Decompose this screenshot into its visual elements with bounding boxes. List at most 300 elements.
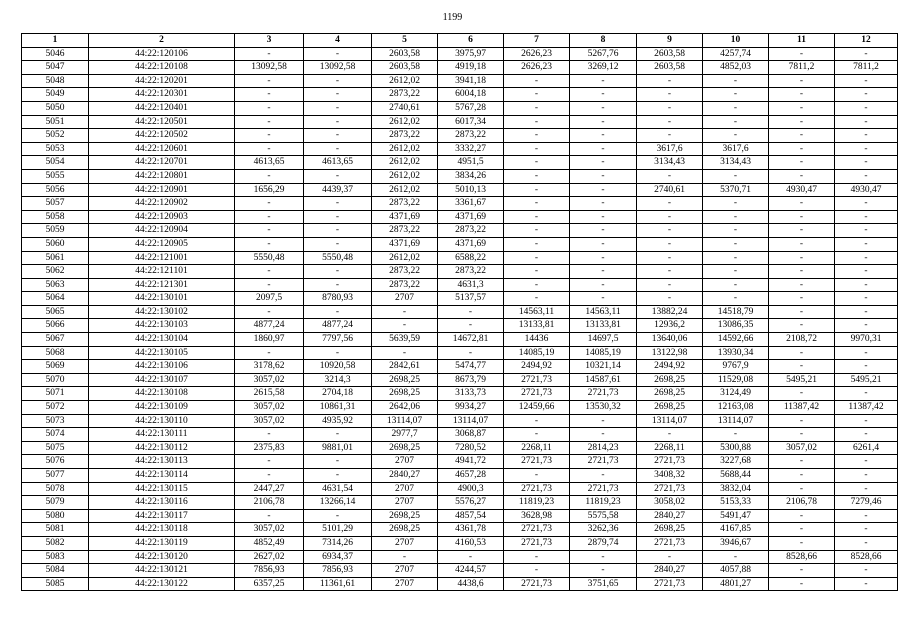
table-row: [22, 387, 898, 401]
table-cell: 5046: [22, 47, 89, 61]
table-cell: 4877,24: [304, 319, 372, 333]
table-cell: -: [504, 278, 570, 292]
table-cell: 14563,11: [570, 305, 637, 319]
table-cell: -: [703, 251, 769, 265]
table-cell: -: [570, 550, 637, 564]
table-cell: -: [304, 278, 372, 292]
table-cell: 13133,81: [570, 319, 637, 333]
table-cell: 44:22:120901: [89, 183, 235, 197]
table-cell: 2612,02: [372, 183, 438, 197]
table-cell: 10920,58: [304, 360, 372, 374]
table-cell: -: [504, 292, 570, 306]
table-cell: 44:22:130116: [89, 496, 235, 510]
table-cell: -: [703, 197, 769, 211]
table-cell: 3057,02: [235, 401, 304, 415]
table-cell: 2698,25: [637, 523, 703, 537]
table-cell: 2108,72: [769, 333, 835, 347]
table-cell: 2707: [372, 482, 438, 496]
table-cell: -: [570, 210, 637, 224]
table-cell: -: [703, 428, 769, 442]
table-cell: -: [703, 278, 769, 292]
table-row: [22, 441, 898, 455]
table-cell: -: [504, 183, 570, 197]
table-cell: 5081: [22, 523, 89, 537]
table-cell: 14436: [504, 333, 570, 347]
table-cell: 5070: [22, 373, 89, 387]
table-cell: 2721,73: [504, 373, 570, 387]
table-cell: 2615,58: [235, 387, 304, 401]
table-cell: 4244,57: [438, 564, 504, 578]
table-cell: -: [835, 387, 898, 401]
table-cell: 44:22:120902: [89, 197, 235, 211]
table-cell: -: [637, 129, 703, 143]
table-cell: 44:22:120601: [89, 142, 235, 156]
table-cell: -: [835, 414, 898, 428]
table-cell: 2740,61: [637, 183, 703, 197]
table-row: [22, 333, 898, 347]
table-cell: 44:22:130106: [89, 360, 235, 374]
table-cell: -: [769, 482, 835, 496]
table-cell: 44:22:130104: [89, 333, 235, 347]
table-cell: -: [504, 156, 570, 170]
table-cell: -: [570, 129, 637, 143]
table-cell: 5080: [22, 509, 89, 523]
table-cell: 44:22:120501: [89, 115, 235, 129]
table-cell: 44:22:120502: [89, 129, 235, 143]
table-cell: -: [304, 428, 372, 442]
table-cell: -: [304, 74, 372, 88]
table-row: [22, 414, 898, 428]
table-cell: 44:22:120401: [89, 101, 235, 115]
table-cell: 5491,47: [703, 509, 769, 523]
table-cell: 2721,73: [637, 577, 703, 591]
table-cell: 13122,98: [637, 346, 703, 360]
table-cell: 2268,11: [637, 441, 703, 455]
table-cell: -: [637, 237, 703, 251]
table-cell: 2721,73: [570, 455, 637, 469]
table-row: [22, 469, 898, 483]
table-cell: 7856,93: [235, 564, 304, 578]
table-cell: -: [235, 224, 304, 238]
table-row: [22, 305, 898, 319]
table-cell: 44:22:130112: [89, 441, 235, 455]
table-cell: -: [570, 265, 637, 279]
table-cell: -: [570, 278, 637, 292]
table-cell: 13530,32: [570, 401, 637, 415]
table-cell: 5077: [22, 469, 89, 483]
table-cell: -: [703, 210, 769, 224]
table-cell: 5085: [22, 577, 89, 591]
table-row: [22, 224, 898, 238]
table-cell: 2879,74: [570, 536, 637, 550]
table-cell: 14085,19: [570, 346, 637, 360]
table-cell: 7279,46: [835, 496, 898, 510]
table-cell: 3617,6: [637, 142, 703, 156]
table-cell: -: [769, 197, 835, 211]
table-cell: -: [703, 101, 769, 115]
table-cell: -: [235, 455, 304, 469]
table-cell: -: [769, 455, 835, 469]
table-row: [22, 346, 898, 360]
table-cell: 11819,23: [504, 496, 570, 510]
table-cell: 5052: [22, 129, 89, 143]
table-cell: 4801,27: [703, 577, 769, 591]
table-cell: 3124,49: [703, 387, 769, 401]
table-cell: -: [504, 414, 570, 428]
table-cell: 44:22:130101: [89, 292, 235, 306]
table-cell: 2106,78: [235, 496, 304, 510]
table-cell: -: [504, 251, 570, 265]
table-cell: 14697,5: [570, 333, 637, 347]
table-cell: 2698,25: [637, 387, 703, 401]
table-cell: 44:22:130122: [89, 577, 235, 591]
table-cell: -: [769, 278, 835, 292]
table-cell: -: [703, 115, 769, 129]
table-cell: -: [703, 224, 769, 238]
table-row: [22, 265, 898, 279]
table-cell: -: [835, 265, 898, 279]
table-cell: 4371,69: [372, 237, 438, 251]
table-cell: -: [570, 469, 637, 483]
table-cell: 5495,21: [835, 373, 898, 387]
table-cell: -: [769, 305, 835, 319]
table-cell: 5267,76: [570, 47, 637, 61]
table-cell: 5063: [22, 278, 89, 292]
table-cell: -: [703, 237, 769, 251]
table-cell: -: [769, 115, 835, 129]
table-cell: -: [637, 169, 703, 183]
table-cell: 12459,66: [504, 401, 570, 415]
table-cell: 2603,58: [372, 61, 438, 75]
table-cell: 7314,26: [304, 536, 372, 550]
table-cell: 4371,69: [438, 210, 504, 224]
table-cell: 14518,79: [703, 305, 769, 319]
table-cell: 44:22:121001: [89, 251, 235, 265]
table-cell: -: [570, 169, 637, 183]
table-cell: -: [504, 169, 570, 183]
table-cell: 3617,6: [703, 142, 769, 156]
table-cell: 44:22:130114: [89, 469, 235, 483]
column-header: 1: [22, 34, 89, 48]
table-cell: -: [835, 455, 898, 469]
table-cell: 2612,02: [372, 74, 438, 88]
table-cell: -: [637, 251, 703, 265]
table-cell: 5550,48: [304, 251, 372, 265]
table-cell: 2642,06: [372, 401, 438, 415]
table-cell: 10861,31: [304, 401, 372, 415]
table-cell: -: [637, 265, 703, 279]
table-cell: 3361,67: [438, 197, 504, 211]
table-cell: 5688,44: [703, 469, 769, 483]
table-cell: -: [438, 305, 504, 319]
table-cell: -: [304, 455, 372, 469]
table-cell: -: [703, 88, 769, 102]
table-cell: 4930,47: [769, 183, 835, 197]
table-cell: 6004,18: [438, 88, 504, 102]
table-cell: 7280,52: [438, 441, 504, 455]
table-cell: -: [637, 210, 703, 224]
table-cell: -: [504, 115, 570, 129]
table-cell: 11387,42: [769, 401, 835, 415]
table-cell: 8528,66: [769, 550, 835, 564]
table-cell: 2698,25: [372, 441, 438, 455]
table-cell: 3332,27: [438, 142, 504, 156]
table-cell: -: [835, 169, 898, 183]
table-cell: 2707: [372, 455, 438, 469]
table-cell: 4613,65: [304, 156, 372, 170]
table-cell: -: [570, 101, 637, 115]
table-cell: -: [637, 224, 703, 238]
table-cell: -: [703, 129, 769, 143]
table-cell: 2603,58: [637, 61, 703, 75]
table-cell: -: [372, 319, 438, 333]
table-cell: -: [769, 74, 835, 88]
table-cell: 13114,07: [372, 414, 438, 428]
table-cell: 5067: [22, 333, 89, 347]
table-cell: 44:22:130103: [89, 319, 235, 333]
table-cell: 44:22:130102: [89, 305, 235, 319]
table-cell: 13086,35: [703, 319, 769, 333]
table-cell: 4057,88: [703, 564, 769, 578]
table-cell: -: [637, 74, 703, 88]
table-cell: 44:22:130120: [89, 550, 235, 564]
table-cell: 4935,92: [304, 414, 372, 428]
table-cell: -: [372, 305, 438, 319]
table-cell: 5370,71: [703, 183, 769, 197]
table-cell: -: [235, 278, 304, 292]
table-cell: 5082: [22, 536, 89, 550]
table-cell: -: [504, 237, 570, 251]
table-cell: 6261,4: [835, 441, 898, 455]
table-cell: 2873,22: [438, 265, 504, 279]
table-cell: 3134,43: [637, 156, 703, 170]
table-cell: -: [637, 88, 703, 102]
table-cell: 5062: [22, 265, 89, 279]
table-cell: 8528,66: [835, 550, 898, 564]
table-cell: 2698,25: [372, 387, 438, 401]
table-cell: 2840,27: [637, 564, 703, 578]
table-cell: 6017,34: [438, 115, 504, 129]
table-cell: 8780,93: [304, 292, 372, 306]
table-row: [22, 156, 898, 170]
table-cell: -: [835, 142, 898, 156]
table-cell: 13114,07: [637, 414, 703, 428]
table-cell: 5068: [22, 346, 89, 360]
table-cell: -: [835, 428, 898, 442]
table-cell: -: [835, 564, 898, 578]
table-cell: -: [570, 292, 637, 306]
table-cell: 7856,93: [304, 564, 372, 578]
table-row: [22, 523, 898, 537]
table-cell: 2977,7: [372, 428, 438, 442]
table-cell: 10321,14: [570, 360, 637, 374]
table-cell: 5069: [22, 360, 89, 374]
table-cell: 2840,27: [637, 509, 703, 523]
table-cell: -: [304, 47, 372, 61]
table-cell: -: [835, 469, 898, 483]
table-cell: 2707: [372, 577, 438, 591]
table-cell: -: [769, 47, 835, 61]
table-cell: -: [304, 265, 372, 279]
table-cell: -: [835, 536, 898, 550]
table-cell: 3133,73: [438, 387, 504, 401]
table-cell: 7811,2: [769, 61, 835, 75]
data-table: [21, 33, 898, 591]
table-cell: 2375,83: [235, 441, 304, 455]
table-cell: -: [769, 577, 835, 591]
table-cell: -: [835, 210, 898, 224]
table-cell: -: [570, 237, 637, 251]
table-cell: 44:22:130107: [89, 373, 235, 387]
table-cell: 13114,07: [703, 414, 769, 428]
table-cell: -: [504, 428, 570, 442]
table-cell: 44:22:120108: [89, 61, 235, 75]
table-cell: 3269,12: [570, 61, 637, 75]
table-cell: -: [835, 197, 898, 211]
table-cell: 2873,22: [438, 129, 504, 143]
table-cell: 13092,58: [304, 61, 372, 75]
table-cell: 7797,56: [304, 333, 372, 347]
table-cell: -: [235, 237, 304, 251]
table-row: [22, 129, 898, 143]
table-cell: -: [235, 169, 304, 183]
table-cell: 2873,22: [372, 265, 438, 279]
table-cell: 3057,02: [235, 373, 304, 387]
table-row: [22, 564, 898, 578]
table-cell: -: [835, 88, 898, 102]
table-cell: 11819,23: [570, 496, 637, 510]
table-cell: 4439,37: [304, 183, 372, 197]
table-cell: -: [504, 550, 570, 564]
table-cell: 3832,04: [703, 482, 769, 496]
table-cell: 5060: [22, 237, 89, 251]
table-cell: 4877,24: [235, 319, 304, 333]
table-cell: 3975,97: [438, 47, 504, 61]
table-cell: -: [570, 197, 637, 211]
table-cell: -: [835, 129, 898, 143]
table-cell: -: [235, 88, 304, 102]
table-cell: -: [438, 319, 504, 333]
table-cell: -: [835, 278, 898, 292]
table-cell: -: [304, 101, 372, 115]
table-cell: 2097,5: [235, 292, 304, 306]
table-cell: -: [570, 115, 637, 129]
column-header: 11: [769, 34, 835, 48]
table-row: [22, 47, 898, 61]
table-cell: 13882,24: [637, 305, 703, 319]
table-cell: -: [304, 224, 372, 238]
table-cell: 44:22:120701: [89, 156, 235, 170]
table-cell: -: [504, 564, 570, 578]
table-cell: 2721,73: [637, 482, 703, 496]
table-cell: 2612,02: [372, 251, 438, 265]
column-header: 10: [703, 34, 769, 48]
table-cell: 2612,02: [372, 115, 438, 129]
table-cell: -: [835, 224, 898, 238]
table-cell: 2721,73: [504, 387, 570, 401]
table-cell: -: [637, 197, 703, 211]
table-cell: -: [304, 142, 372, 156]
table-cell: -: [570, 428, 637, 442]
table-cell: 4919,18: [438, 61, 504, 75]
table-cell: -: [835, 509, 898, 523]
table-cell: 5575,58: [570, 509, 637, 523]
table-cell: -: [304, 210, 372, 224]
table-cell: 4361,78: [438, 523, 504, 537]
table-cell: 2721,73: [504, 577, 570, 591]
table-cell: 12936,2: [637, 319, 703, 333]
table-cell: 5053: [22, 142, 89, 156]
table-cell: 3262,36: [570, 523, 637, 537]
table-cell: 2873,22: [372, 88, 438, 102]
table-row: [22, 455, 898, 469]
table-cell: -: [769, 346, 835, 360]
table-row: [22, 550, 898, 564]
table-cell: 5083: [22, 550, 89, 564]
table-cell: 6588,22: [438, 251, 504, 265]
table-cell: 4852,49: [235, 536, 304, 550]
table-cell: 5010,13: [438, 183, 504, 197]
table-cell: 2627,02: [235, 550, 304, 564]
table-row: [22, 88, 898, 102]
table-cell: 5101,29: [304, 523, 372, 537]
table-cell: 5079: [22, 496, 89, 510]
table-cell: -: [769, 523, 835, 537]
table-cell: 44:22:130108: [89, 387, 235, 401]
table-cell: 1860,97: [235, 333, 304, 347]
table-cell: 5767,28: [438, 101, 504, 115]
table-cell: 13114,07: [438, 414, 504, 428]
table-cell: 4371,69: [372, 210, 438, 224]
table-cell: -: [835, 237, 898, 251]
table-cell: -: [835, 156, 898, 170]
table-cell: 5049: [22, 88, 89, 102]
column-header: 2: [89, 34, 235, 48]
table-cell: -: [235, 197, 304, 211]
table-cell: 5048: [22, 74, 89, 88]
table-cell: -: [703, 550, 769, 564]
table-cell: -: [235, 210, 304, 224]
table-cell: 5058: [22, 210, 89, 224]
table-cell: 2612,02: [372, 142, 438, 156]
table-cell: -: [304, 169, 372, 183]
table-cell: -: [304, 129, 372, 143]
table-cell: 2721,73: [637, 455, 703, 469]
table-cell: 3227,68: [703, 455, 769, 469]
table-cell: -: [304, 197, 372, 211]
table-cell: -: [637, 101, 703, 115]
table-cell: -: [570, 414, 637, 428]
table-cell: 3178,62: [235, 360, 304, 374]
table-cell: 5073: [22, 414, 89, 428]
table-row: [22, 101, 898, 115]
table-cell: 2873,22: [438, 224, 504, 238]
table-cell: -: [235, 115, 304, 129]
table-cell: 4438,6: [438, 577, 504, 591]
table-cell: 2447,27: [235, 482, 304, 496]
table-cell: -: [769, 265, 835, 279]
table-cell: -: [769, 88, 835, 102]
table-cell: 8673,79: [438, 373, 504, 387]
table-cell: -: [637, 428, 703, 442]
table-cell: 5153,33: [703, 496, 769, 510]
table-cell: 5495,21: [769, 373, 835, 387]
table-cell: -: [769, 224, 835, 238]
table-row: [22, 536, 898, 550]
header-row: [22, 34, 898, 48]
table-cell: 5137,57: [438, 292, 504, 306]
table-cell: 13930,34: [703, 346, 769, 360]
